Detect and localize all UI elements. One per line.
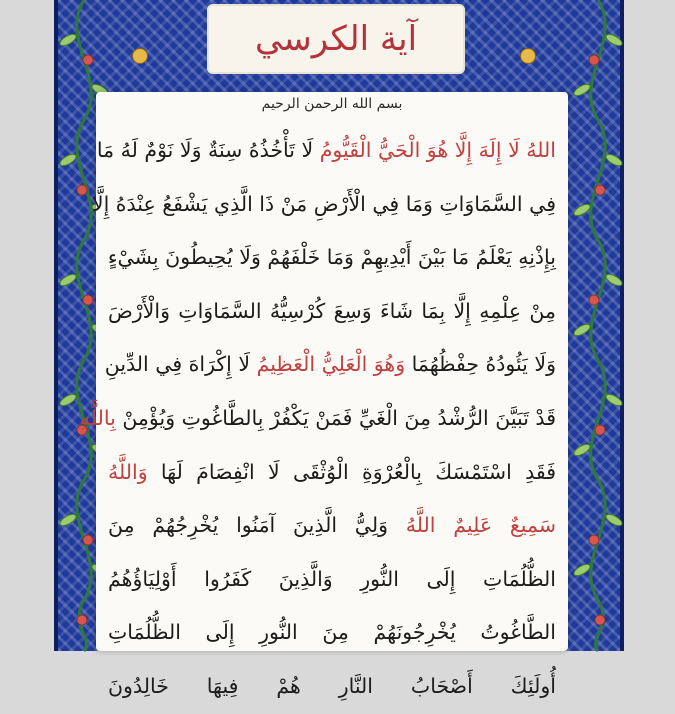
verse-text: قَدْ تَبَيَّنَ الرُّشْدُ مِنَ الْغَيِّ فَمَنْ يَكْفُرْ بِالطَّاغُوتِ وَيُؤْمِنْ <box>115 405 556 430</box>
bismillah-header: بسم الله الرحمن الرحيم <box>261 96 403 112</box>
verse-text: مِنْ عِلْمِهِ إِلَّا بِمَا شَاءَ وَسِعَ كُرْسِيُّهُ السَّمَاوَاتِ وَالْأَرْضَ <box>108 298 556 323</box>
verse-text: فِي السَّمَاوَاتِ وَمَا فِي الْأَرْضِ مَنْ ذَا الَّذِي يَشْفَعُ عِنْدَهُ إِلَّا <box>91 191 556 216</box>
verse-line <box>108 660 556 714</box>
verse-line <box>79 392 556 446</box>
verse-text <box>436 513 454 537</box>
verse-text: بِإِذْنِهِ يَعْلَمُ مَا بَيْنَ أَيْدِيهِمْ وَمَا خَلْفَهُمْ وَلَا يُحِيطُونَ بِشَيْءٍ <box>107 245 556 270</box>
verse-line <box>108 553 556 607</box>
verse-line <box>108 231 556 285</box>
floral-vine-icon <box>568 0 628 651</box>
verse-highlight-text: سَمِيعٌ عَلِيمٌ <box>453 513 556 538</box>
verse-text: وَلَا يَئُودُهُ حِفْظُهُمَا <box>405 352 556 377</box>
gold-ornament-icon <box>520 48 536 64</box>
verse-line <box>96 124 556 178</box>
verse-line <box>91 178 556 232</box>
verse-text: الطَّاغُوتُ يُخْرِجُونَهُمْ مِنَ النُّورِ إِلَى الظُّلُمَاتِ <box>108 620 556 645</box>
verse-line <box>108 606 556 660</box>
verse-line <box>108 499 556 553</box>
verse-line <box>108 285 556 339</box>
verse-text: فَقَدِ اسْتَمْسَكَ بِالْعُرْوَةِ الْوُثْقَى لَا انْفِصَامَ لَهَا <box>147 459 556 484</box>
gold-ornament-icon <box>132 48 148 64</box>
verse-panel <box>79 92 568 698</box>
verse-highlight-text: وَهُوَ الْعَلِيُّ الْعَظِيمُ <box>256 352 406 377</box>
verse-text: وَلِيُّ الَّذِينَ آمَنُوا يُخْرِجُهُمْ مِنَ <box>108 513 406 538</box>
verse-text: لَا تَأْخُذُهُ سِنَةٌ وَلَا نَوْمٌ لَهُ مَا <box>96 138 320 162</box>
verse-line <box>108 446 556 500</box>
verse-text: لَا إِكْرَاهَ فِي الدِّينِ <box>104 352 257 377</box>
verse-lines <box>79 124 556 714</box>
verse-text: أُولَئِكَ أَصْحَابُ النَّارِ هُمْ فِيهَا خَالِدُونَ <box>108 673 556 698</box>
title-plate <box>207 4 465 74</box>
verse-highlight-text: اللهُ لَا إِلَهَ إِلَّا هُوَ الْحَيُّ الْقَيُّومُ <box>319 138 556 162</box>
page-title: آية الكرسي <box>254 19 418 59</box>
verse-text: الظُّلُمَاتِ إِلَى النُّورِ وَالَّذِينَ كَفَرُوا أَوْلِيَاؤُهُمُ <box>108 566 556 591</box>
verse-highlight-text: وَاللَّهُ <box>108 459 148 484</box>
verse-line <box>104 338 556 392</box>
verse-highlight-text: اللَّهُ <box>405 513 436 538</box>
verse-highlight-text: بِاللَّهِ <box>79 405 116 430</box>
